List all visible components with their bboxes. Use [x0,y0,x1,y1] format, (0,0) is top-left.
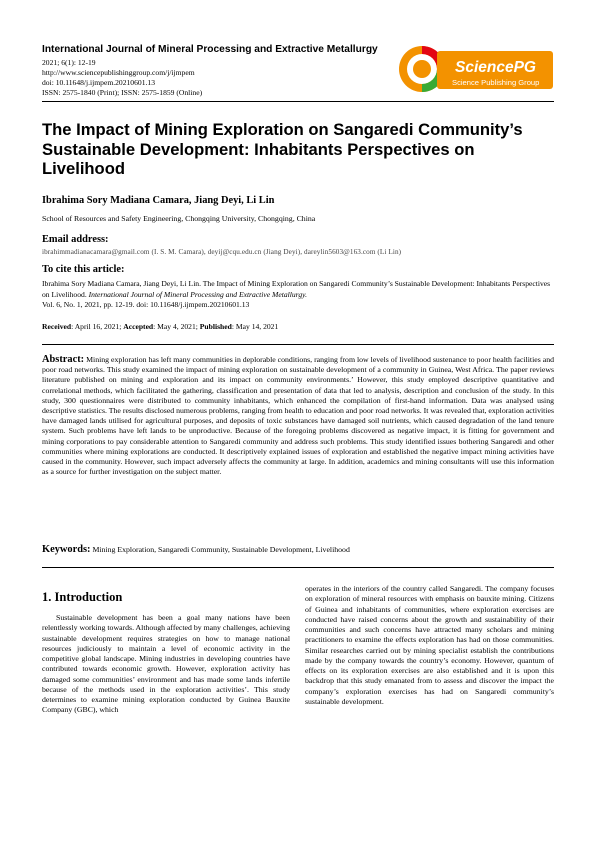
abstract-text: Mining exploration has left many communities in deplorable conditions, ranging from low levels of livelihood sustenance to poor health facilities and poor road networks. This study examined the impact of mining exploration on sustainable development of a community in Guinea, West Africa. The paper reviews literature published on mining and exploration and its impact on community environments.’ However, this study employed descriptive quantitative and correlational methods, which facilitated the gathering, classification and presentation of data that led to analysis, description and conclusion of the study. In this study, 300 questionnaires were distributed to community inhabitants, which enhanced the compilation of first-hand information. Data was analysed using descriptive statistics. The results disclosed numerous problems, ranging from health to education and poor road networks. It was revealed that, exploration activities have damaged lands utilised for agricultural purposes, and deposits of toxic substances have damaged soil nutrients, which caused degradation of the land tenure system. Such problems have left lands to be unproductive. Because of the foregoing problems discovered as negative impact, it is fitting for government and mining corporations to pay considerable attention to Sangaredi community and address such problems. This study identified issues bothering Sangaredi and other communities where mining explorations are conducted. It descriptively explained issues of exploration and established the negative impact mining activities have caused in the community. However, such impact adversely affects the community at large. In addition, academics and mining consultants will use this information as a source for further investigation on the subject matter. [42,355,554,477]
accepted-date: : May 4, 2021; [153,322,200,331]
citation-journal: International Journal of Mineral Processing and Extractive Metallurgy. [88,289,307,299]
keywords [42,544,554,555]
keywords-text: Mining Exploration, Sangaredi Community, Sustainable Development, Livelihood [92,545,350,554]
logo-tagline: Science Publishing Group [452,78,540,87]
accepted-label: Accepted [123,322,154,331]
abstract-divider-bottom [42,567,554,568]
received-label: Received [42,322,72,331]
issue-info: 2021; 6(1): 12-19 [42,58,96,67]
abstract-label: Abstract: [42,354,85,365]
citation [42,279,557,311]
published-date: : May 14, 2021 [231,322,279,331]
keywords-label: Keywords: [42,544,91,555]
received-date: : April 16, 2021; [71,322,124,331]
email-heading: Email address: [42,234,109,245]
sciencepg-logo [397,42,555,96]
journal-title: International Journal of Mineral Processing and Extractive Metallurgy [42,44,378,55]
journal-url[interactable]: http://www.sciencepublishinggroup.com/j/ijmpem [42,68,195,77]
citation-tail: Vol. 6, No. 1, 2021, pp. 12-19. doi: 10.11648/j.ijmpem.20210601.13 [42,300,250,310]
intro-column-left: Sustainable development has been a goal many nations have been relentlessly working towards. Although affected by many challenges, achieving sustainable development requires strategies on how to manage national resources judiciously to maintain a level of economic activity in the competitive global landscape. Mining industries in developing countries have contributed towards economic growth. However, exploration activity has damaged some communities’ environment and has made some lands infertile because of the methods used in the exploration activities’. This study determines to examine mining exploration conducted by Guinea Bauxite Company (GBC), which [42,613,290,715]
abstract [42,355,554,477]
header-divider [42,101,554,102]
issn: ISSN: 2575-1840 (Print); ISSN: 2575-1859 (Online) [42,88,203,97]
affiliation: School of Resources and Safety Engineering, Chongqing University, Chongqing, China [42,214,316,223]
publication-dates [42,322,278,331]
cite-heading: To cite this article: [42,264,125,275]
abstract-divider-top [42,344,554,345]
authors: Ibrahima Sory Madiana Camara, Jiang Deyi, Li Lin [42,195,275,206]
citation-lead: Ibrahima Sory Madiana Camara, Jiang Deyi, Li Lin. The Impact of Mining Exploration on Sangaredi Community’s Sustainable Development: Inhabitants Perspectives on Livelihood. [42,279,551,299]
doi: doi: 10.11648/j.ijmpem.20210601.13 [42,78,155,87]
intro-heading: 1. Introduction [42,590,123,604]
paper-title: The Impact of Mining Exploration on Sangaredi Community’s Sustainable Development: Inhabitants Perspectives on Livelihood [42,120,523,178]
logo-name: SciencePG [455,59,536,76]
email-addresses[interactable]: ibrahimmadianacamara@gmail.com (I. S. M. Camara), deyij@cqu.edu.cn (Jiang Deyi), dareylin5603@163.com (Li Lin) [42,248,402,256]
intro-column-right: operates in the interiors of the country called Sangaredi. The company focuses on exploration of mineral resources with emphasis on bauxite mining. Citizens of Guinea and inhabitants of communities, where exploration exercises are conducted have raised concerns about the growth and sustainability of their communities and such concerns have attracted many scholars and mining practitioners to examine the effects exploration has had on those communities. Similar researches carried out by mining specialist establish the contributions made by the company towards the country’s economy. However, quantum of effects on its exploration exercises are also established and it is upon this backdrop that this study emanated from to assess and discover the impact the company’s exploration exercises has had on Sangaredi community’s sustainable development. [305,584,554,706]
published-label: Published [199,322,232,331]
